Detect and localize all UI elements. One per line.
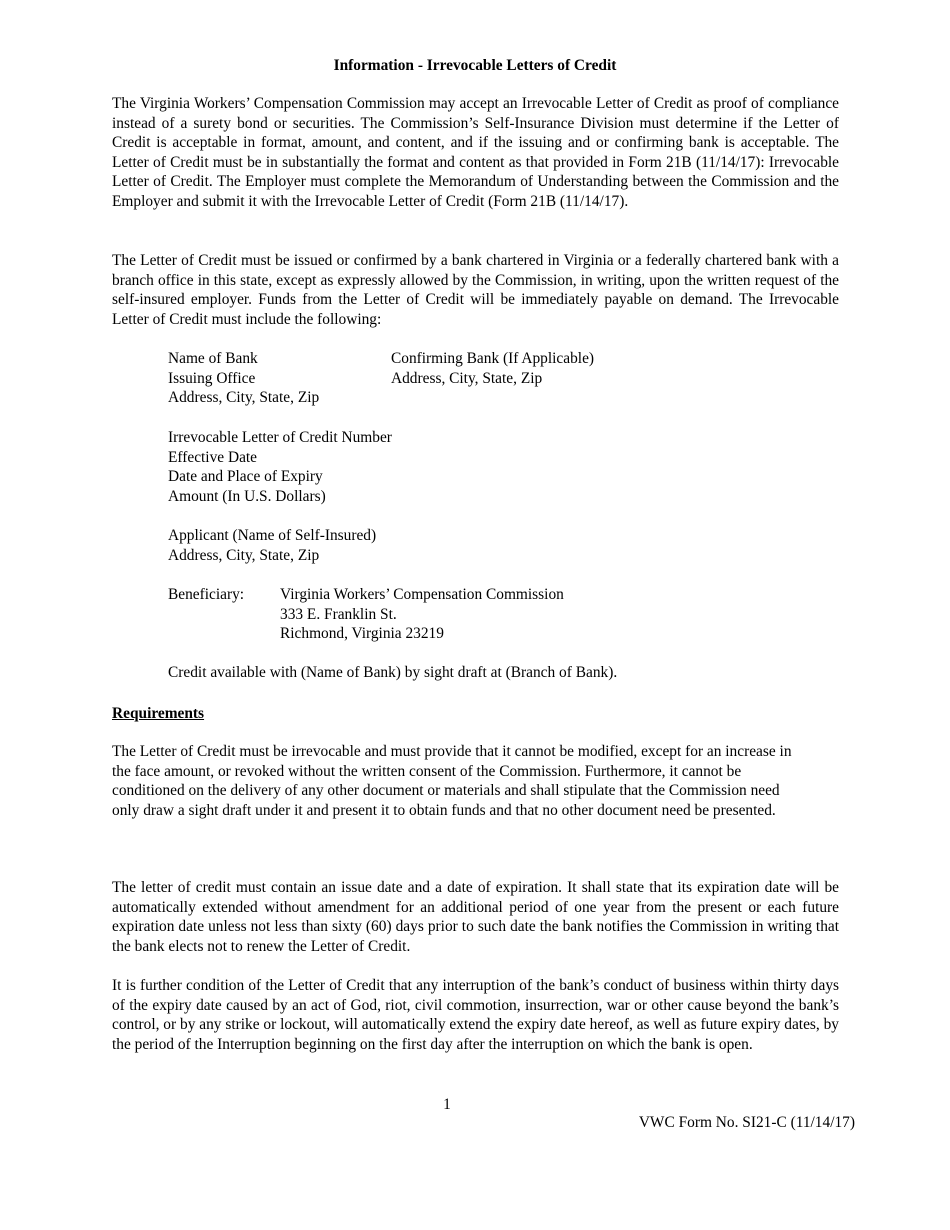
beneficiary-street: 333 E. Franklin St. xyxy=(280,605,397,623)
confirming-bank-field-label: Confirming Bank (If Applicable) xyxy=(391,350,595,367)
confirming-bank-address-field-label: Address, City, State, Zip xyxy=(391,369,543,387)
applicant-address-field-label: Address, City, State, Zip xyxy=(168,546,320,564)
intro-paragraph-1: The Virginia Workers’ Compensation Commission may accept an Irrevocable Letter of Credit as proof of compliance instead of a surety bond or securities. The Commission’s Self-Insurance Division must determine if the Letter of Credit is acceptable in format, amount, and content, and if the issuing and or confirming bank is acceptable. The Letter of Credit must be in substantially the format and content as that provided in Form 21B (11/14/17): Irrevocable Letter of Credit. The Employer must complete the Memorandum of Understanding between the Commission and the Employer and submit it with the Irrevocable Letter of Credit (Form 21B (11/14/17). xyxy=(112,95,839,210)
requirements-paragraph-2: The letter of credit must contain an issue date and a date of expiration. It shall state that its expiration date will be automatically extended without amendment for an additional period of one year from the present or each future expiration date unless not less than sixty (60) days prior to such date the bank notifies the Commission in writing that the bank elects not to renew the Letter of Credit. xyxy=(112,879,839,955)
bank-name-field-label: Name of Bank xyxy=(168,350,258,367)
requirements-heading: Requirements xyxy=(112,705,205,722)
beneficiary-city: Richmond, Virginia 23219 xyxy=(280,625,444,643)
beneficiary-label: Beneficiary: xyxy=(168,586,245,603)
applicant-field-label: Applicant (Name of Self-Insured) xyxy=(168,527,377,544)
credit-info-block xyxy=(168,428,392,506)
bank-info-block xyxy=(168,349,594,408)
issuing-office-field-label: Issuing Office xyxy=(168,369,256,387)
credit-available-line: Credit available with (Name of Bank) by sight draft at (Branch of Bank). xyxy=(168,664,618,681)
credit-number-field-label: Irrevocable Letter of Credit Number xyxy=(168,429,392,446)
requirements-paragraph-1: The Letter of Credit must be irrevocable and must provide that it cannot be modified, except for an increase in the face amount, or revoked without the written consent of the Commission. Furthermore, it cannot be conditioned on the delivery of any other document or materials and shall stipulate that the Commission need only draw a sight draft under it and present it to obtain funds and that no other document need be presented. xyxy=(112,743,792,819)
page-number: 1 xyxy=(443,1096,451,1113)
beneficiary-name: Virginia Workers’ Compensation Commission xyxy=(280,586,564,603)
issuing-address-field-label: Address, City, State, Zip xyxy=(168,389,320,407)
amount-field-label: Amount (In U.S. Dollars) xyxy=(168,487,326,505)
effective-date-field-label: Effective Date xyxy=(168,448,258,466)
form-number: VWC Form No. SI21-C (11/14/17) xyxy=(638,1114,855,1131)
intro-paragraph-2: The Letter of Credit must be issued or confirmed by a bank chartered in Virginia or a federally chartered bank with a branch office in this state, except as expressly allowed by the Commission, in writing, upon the written request of the self-insured employer. Funds from the Letter of Credit will be immediately payable on demand. The Irrevocable Letter of Credit must include the following: xyxy=(112,252,839,328)
page-title: Information - Irrevocable Letters of Credit xyxy=(333,57,617,74)
beneficiary-block xyxy=(168,585,564,644)
applicant-block xyxy=(168,526,376,565)
expiry-field-label: Date and Place of Expiry xyxy=(168,468,323,486)
requirements-paragraph-3: It is further condition of the Letter of Credit that any interruption of the bank’s conduct of business within thirty days of the expiry date caused by an act of God, riot, civil commotion, insurrection, war or other cause beyond the bank’s control, or by any strike or lockout, will automatically extend the expiry date hereof, as well as future expiry dates, by the period of the Interruption beginning on the first day after the interruption on which the bank is open. xyxy=(112,977,839,1053)
